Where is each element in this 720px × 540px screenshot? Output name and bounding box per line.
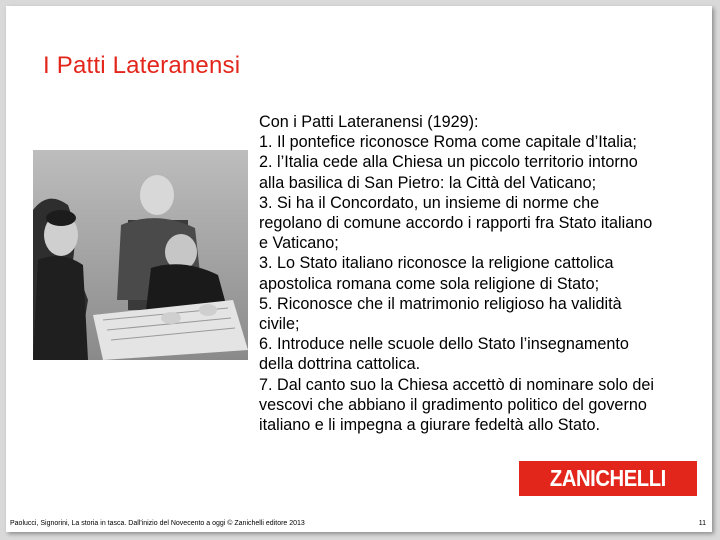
body-line: 6. Introduce nelle scuole dello Stato l’insegnamento (259, 335, 629, 354)
zanichelli-logo (519, 461, 697, 496)
body-line: 3. Si ha il Concordato, un insieme di norme che (259, 193, 600, 212)
body-text (259, 112, 709, 435)
historical-photo (33, 150, 248, 360)
slide-title: I Patti Lateranensi (43, 52, 241, 79)
body-line: apostolica romana come sola religione di Stato; (259, 274, 600, 293)
body-line: 2. l’Italia cede alla Chiesa un piccolo territorio intorno (259, 153, 638, 172)
footer-citation: Paolucci, Signorini, La storia in tasca. Dall'inizio del Novecento a oggi © Zanichelli editore 2013 (10, 520, 305, 527)
body-line: 1. Il pontefice riconosce Roma come capitale d’Italia; (259, 133, 637, 152)
body-line: Con i Patti Lateranensi (1929): (259, 113, 479, 131)
body-line: 3. Lo Stato italiano riconosce la religione cattolica (259, 254, 614, 273)
body-line: italiano e li impegna a giurare fedeltà allo Stato. (259, 416, 601, 435)
body-line: 5. Riconosce che il matrimonio religioso ha validità (259, 294, 622, 313)
slide (6, 6, 712, 532)
body-line: della dottrina cattolica. (259, 355, 421, 374)
page-number: 11 (698, 520, 706, 527)
logo-text: ZANICHELLI (550, 465, 666, 491)
body-line: civile; (259, 315, 300, 334)
body-line: alla basilica di San Pietro: la Città del Vaticano; (259, 173, 597, 192)
body-line: e Vaticano; (259, 234, 339, 253)
body-line: vescovi che abbiano il gradimento politico del governo (259, 395, 647, 414)
body-line: 7. Dal canto suo la Chiesa accettò di nominare solo dei (259, 375, 655, 394)
body-line: regolano di comune accordo i rapporti fra Stato italiano (259, 214, 653, 233)
